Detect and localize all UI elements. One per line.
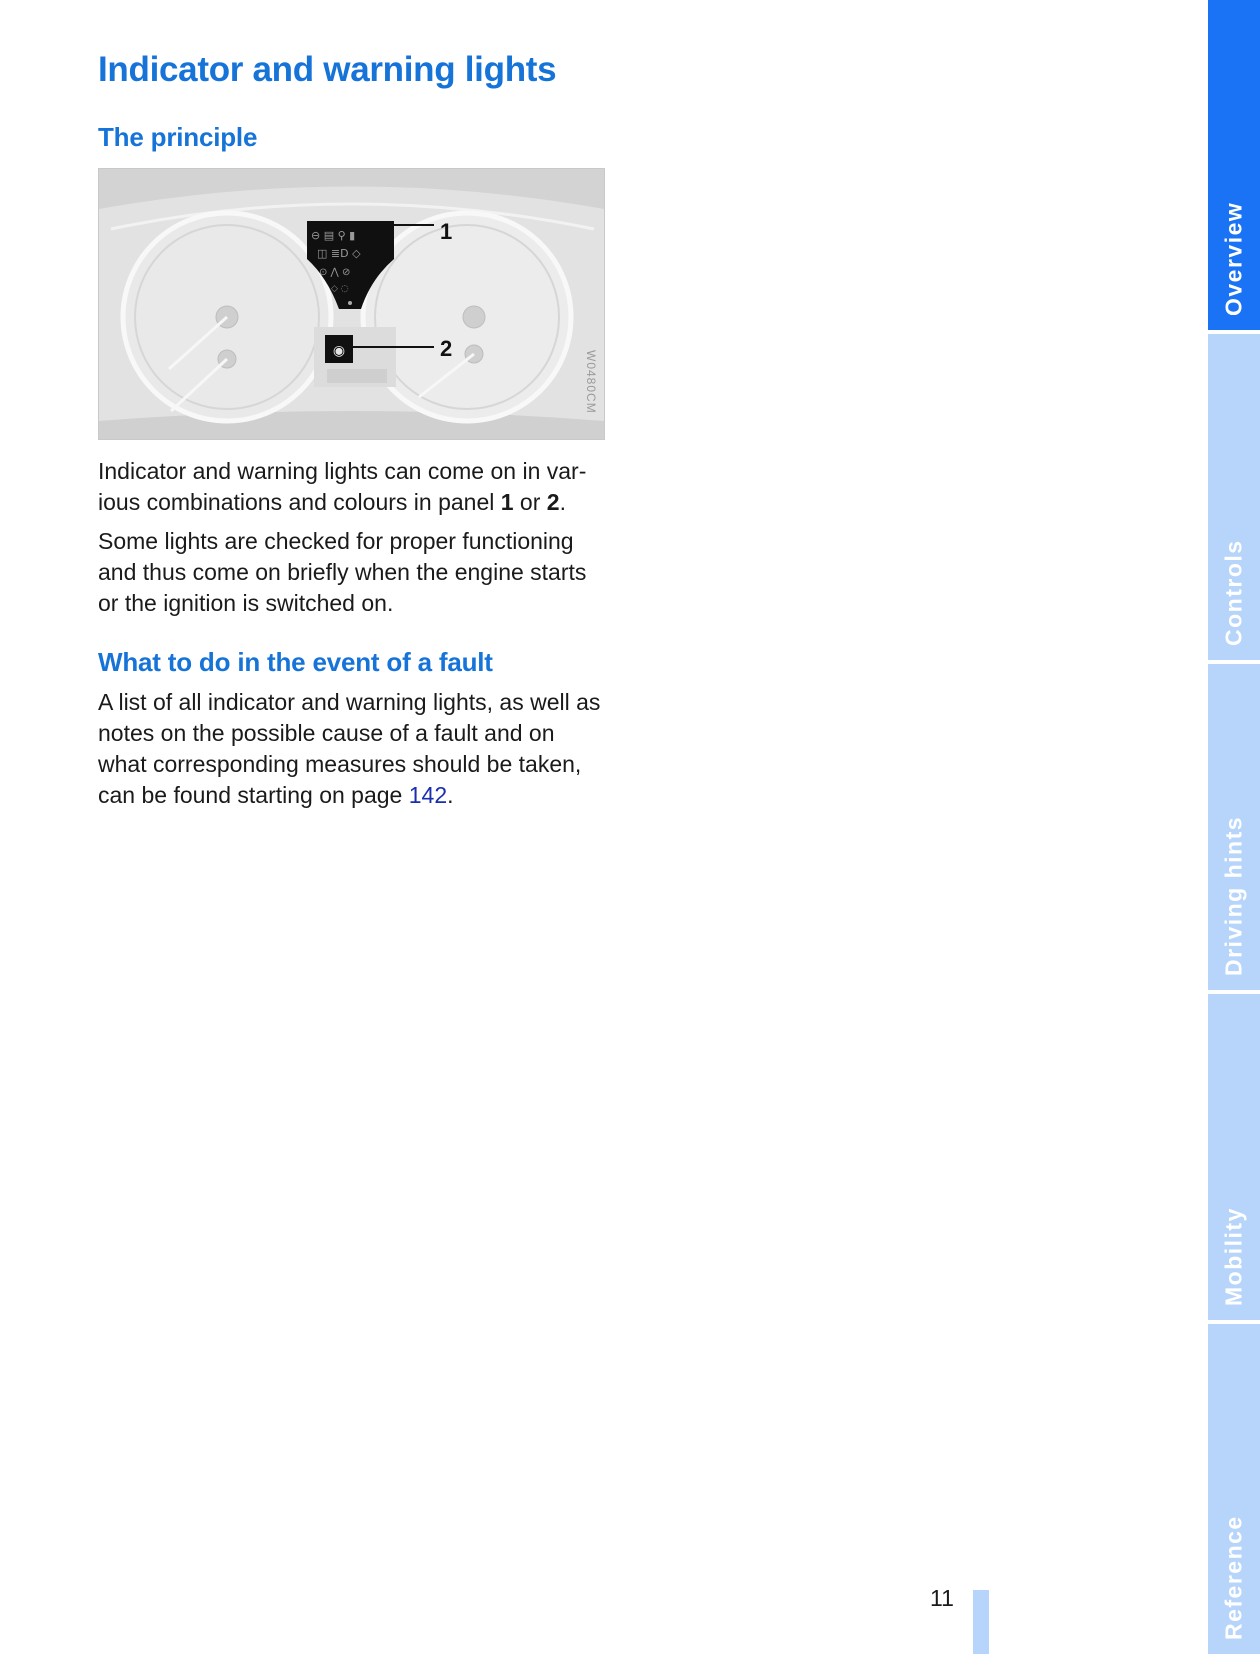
svg-text:⊖ ▤ ⚲ ▮: ⊖ ▤ ⚲ ▮ bbox=[311, 229, 356, 242]
tab-overview[interactable]: Overview bbox=[1208, 0, 1260, 330]
section-heading-principle: The principle bbox=[98, 122, 258, 152]
tab-driving-hints[interactable]: Driving hints bbox=[1208, 664, 1260, 990]
figure-code: W0480CM bbox=[584, 350, 598, 414]
chapter-tabs bbox=[1208, 0, 1260, 1654]
tachometer-dial bbox=[363, 213, 571, 421]
instrument-cluster-illustration bbox=[98, 168, 605, 440]
page-title: Indicator and warning lights bbox=[98, 50, 557, 89]
tab-controls[interactable]: Controls bbox=[1208, 334, 1260, 660]
svg-text:◉: ◉ bbox=[332, 343, 346, 359]
tab-reference[interactable]: Reference bbox=[1208, 1324, 1260, 1654]
principle-paragraph-2: Some lights are checked for proper functioning and thus come on briefly when the engine starts or the ignition is switched on. bbox=[98, 528, 587, 616]
fault-paragraph: A list of all indicator and warning lights, as well as notes on the possible cause of a fault and on what corresponding measures should be taken, can be found starting on page 142. bbox=[98, 689, 601, 808]
page-marker-bar bbox=[973, 1590, 989, 1654]
svg-text:◇ ◌: ◇ ◌ bbox=[331, 284, 349, 294]
callout-2-label: 2 bbox=[440, 336, 453, 361]
speedometer-dial bbox=[123, 213, 331, 421]
indicator-panel-2 bbox=[314, 327, 396, 387]
page-number: 11 bbox=[930, 1585, 954, 1611]
callout-1-label: 1 bbox=[440, 219, 453, 244]
page-link-142[interactable]: 142 bbox=[408, 782, 448, 808]
tab-mobility[interactable]: Mobility bbox=[1208, 994, 1260, 1320]
principle-paragraph-1: Indicator and warning lights can come on in var- ious combinations and colours in panel 1 or 2. bbox=[98, 458, 587, 515]
svg-text:⊙ ⋀ ⊘: ⊙ ⋀ ⊘ bbox=[319, 267, 351, 278]
svg-text:◫ ≣D ◇: ◫ ≣D ◇ bbox=[317, 247, 361, 260]
section-heading-fault: What to do in the event of a fault bbox=[98, 647, 493, 677]
